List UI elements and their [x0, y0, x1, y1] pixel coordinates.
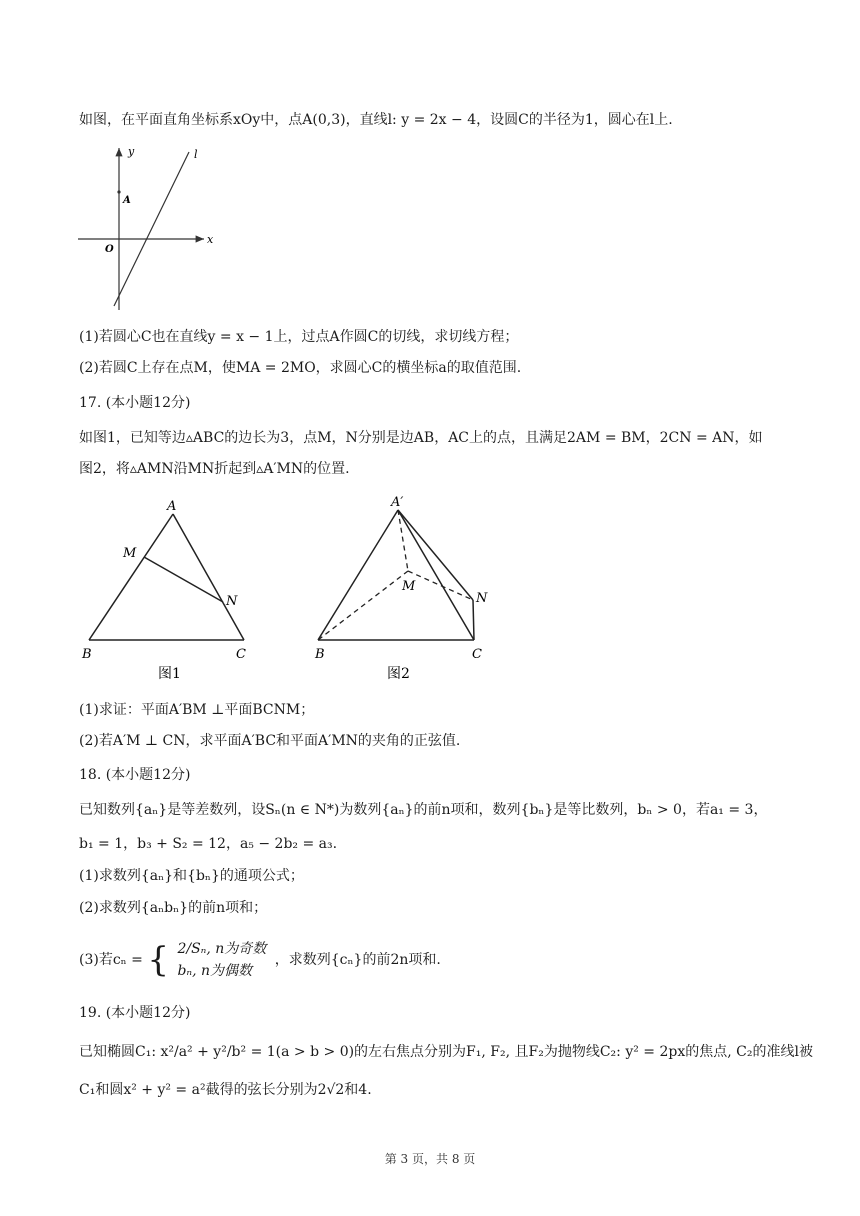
problem17-q1: (1)求证：平面A′BM ⊥平面BCNM；	[79, 702, 315, 718]
piecewise-cases	[177, 938, 266, 982]
problem18-q2: (2)求数列{aₙbₙ}的前n项和；	[79, 900, 268, 916]
l-label: l	[194, 148, 198, 161]
problem17-text1: 如图1，已知等边▵ABC的边长为3，点M，N分别是边AB，AC上的点，且满足2AM = BM，2CN = AN，如	[79, 430, 763, 446]
fig2-label-b: B	[315, 647, 325, 662]
y-label: y	[128, 145, 135, 158]
problem18-q1: (1)求数列{aₙ}和{bₙ}的通项公式；	[79, 868, 304, 884]
line-l	[114, 152, 189, 306]
problem19-text1: 已知椭圆C₁: x²/a² + y²/b² = 1(a > b > 0)的左右焦点分别为F₁, F₂, 且F₂为抛物线C₂: y² = 2px的焦点, C₂的准线l被	[79, 1044, 813, 1060]
problem18-header: 18. (本小题12分)	[79, 767, 191, 783]
problem18-q3	[79, 938, 441, 982]
problem17-q2: (2)若A′M ⊥ CN，求平面A′BC和平面A′MN的夹角的正弦值.	[79, 733, 461, 749]
coordinate-figure	[76, 142, 226, 318]
fig1-label-m: M	[123, 546, 137, 561]
fig2-label-c: C	[472, 647, 482, 662]
problem16-q1: (1)若圆心C也在直线y = x − 1上，过点A作圆C的切线，求切线方程；	[79, 329, 519, 345]
problem17-header: 17. (本小题12分)	[79, 395, 191, 411]
figure-2	[305, 488, 505, 690]
a-label: A	[123, 195, 131, 206]
problem18-text1: 已知数列{aₙ}是等差数列，设Sₙ(n ∈ N*)为数列{aₙ}的前n项和，数列{bₙ}是等比数列，bₙ > 0，若a₁ = 3，	[79, 802, 768, 818]
fig1-label-n: N	[226, 594, 238, 609]
fig1-label-c: C	[236, 647, 246, 662]
problem19-header: 19. (本小题12分)	[79, 1005, 191, 1021]
brace-symbol: {	[147, 940, 170, 980]
q3-suffix: ，求数列{cₙ}的前2n项和.	[274, 952, 441, 968]
problem16-q2: (2)若圆C上存在点M，使MA = 2MO，求圆心C的横坐标a的取值范围.	[79, 360, 522, 376]
problem16-intro: 如图，在平面直角坐标系xOy中，点A(0,3)，直线l: y = 2x − 4，设圆C的半径为1，圆心在l上.	[79, 112, 673, 128]
page-footer: 第 3 页，共 8 页	[384, 1152, 476, 1166]
fig2-label-n: N	[476, 591, 488, 606]
figure-1	[76, 494, 266, 690]
o-label: O	[105, 244, 114, 255]
problem18-text2: b₁ = 1，b₃ + S₂ = 12，a₅ − 2b₂ = a₃.	[79, 836, 338, 852]
fig1-caption: 图1	[158, 666, 181, 682]
x-label: x	[207, 233, 214, 246]
case-even: bₙ, n为偶数	[177, 963, 253, 979]
case-odd: 2/Sₙ, n为奇数	[177, 941, 267, 957]
fig1-label-b: B	[82, 647, 92, 662]
fig2-caption: 图2	[387, 666, 410, 682]
fig1-label-a: A	[167, 499, 177, 514]
q3-prefix: (3)若cₙ =	[79, 952, 143, 968]
problem17-text2: 图2，将▵AMN沿MN折起到▵A′MN的位置.	[79, 461, 350, 477]
fig2-label-a-prime: A′	[391, 495, 404, 510]
point-a	[117, 190, 120, 193]
fig2-label-m: M	[402, 579, 416, 594]
problem19-text2: C₁和圆x² + y² = a²截得的弦长分别为2√2和4.	[79, 1082, 372, 1098]
